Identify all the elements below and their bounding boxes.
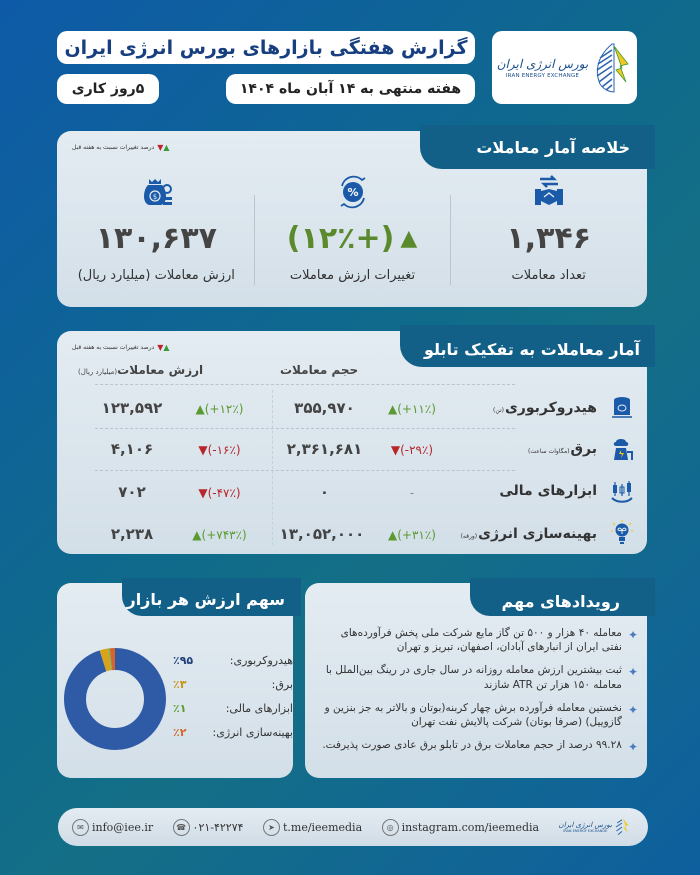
value-change-label: تغییرات ارزش معاملات	[289, 268, 416, 283]
sparkle-icon: ✦	[627, 740, 638, 755]
report-title: گزارش هفتگی بازارهای بورس انرژی ایران	[57, 31, 475, 64]
legend-label: بهینه‌سازی انرژی:	[212, 726, 293, 739]
logo-text-fa: بورس انرژی ایران	[496, 56, 589, 71]
stat-trade-value	[61, 175, 251, 283]
board-unit: (ورقه)	[460, 533, 478, 540]
legend-value: ٪۳	[173, 678, 187, 691]
events-list	[318, 626, 638, 764]
volume-change: -	[409, 486, 415, 500]
telegram-link[interactable]: t.me/ieemedia	[282, 820, 363, 834]
share-donut-chart	[64, 648, 166, 750]
share-legend	[173, 654, 293, 750]
energy-leaf-icon	[614, 815, 630, 839]
board-row-energy-optimization	[57, 516, 647, 554]
column-header-volume: حجم معاملات	[280, 363, 359, 377]
value-value: ۱۲۳,۵۹۲	[101, 399, 163, 417]
divider	[95, 384, 515, 385]
stat-value-change	[258, 175, 448, 283]
board-row-financial-instruments	[57, 474, 647, 512]
legend-value: ٪۲	[173, 726, 187, 739]
trade-count-label: تعداد معاملات	[511, 268, 586, 283]
handshake-icon	[532, 175, 566, 209]
event-item	[318, 626, 638, 654]
stat-trade-count	[454, 175, 644, 283]
value-value: ۷۰۲	[118, 483, 146, 501]
phone-icon: ☎	[173, 819, 190, 836]
volume-value: ۱۳,۰۵۲,۰۰۰	[279, 525, 365, 543]
triangle-up-icon: ▲	[163, 143, 170, 152]
summary-stats	[60, 175, 645, 295]
share-title: سهم ارزش هر بازار	[126, 590, 285, 609]
column-divider	[272, 390, 273, 545]
board-unit: (تن)	[493, 407, 504, 414]
event-text: ثبت بیشترین ارزش معامله روزانه در سال جاری در رینگ بین‌الملل با معامله ۱۵۰ هزار تن ATR شازند	[325, 664, 622, 691]
board-name-label: برق	[570, 441, 597, 457]
volume-value: ۲,۳۶۱,۶۸۱	[286, 440, 363, 458]
footer-telegram[interactable]	[263, 819, 362, 836]
lightbulb-icon	[611, 520, 633, 544]
footer-phone[interactable]	[173, 819, 244, 836]
legend-note-text: درصد تغییرات نسبت به هفته قبل	[72, 144, 155, 151]
legend-item	[173, 678, 293, 691]
trade-count-value: ۱,۳۴۶	[506, 221, 592, 256]
event-text: معامله ۴۰ هزار و ۵۰۰ تن گاز مایع شرکت ملی پخش فرآورده‌های نفتی ایران از انبارهای آبادان، اصفهان، تبریز و تهران	[340, 627, 622, 654]
trade-value-label: ارزش معاملات (میلیارد ریال)	[77, 268, 235, 283]
board-name-label: بهینه‌سازی انرژی	[478, 526, 597, 542]
column-header-value-label: ارزش معاملات	[117, 363, 204, 377]
value-change: ▼(-۴۷٪)	[198, 486, 241, 500]
oil-barrel-icon	[611, 396, 633, 420]
divider	[254, 195, 255, 285]
iee-logo	[492, 31, 637, 104]
legend-item	[173, 654, 293, 667]
value-change: ▲(+۱۲٪)	[195, 402, 244, 416]
money-bag-gear-icon	[139, 175, 173, 209]
column-header-value	[78, 363, 203, 377]
legend-label: هیدروکربوری:	[229, 654, 293, 667]
percent-cycle-icon	[336, 175, 370, 209]
board-name	[499, 483, 597, 499]
svg-text:$: $	[153, 193, 158, 201]
triangle-down-icon: ▼	[157, 343, 164, 352]
volume-change: ▼(-۲۹٪)	[390, 443, 434, 457]
footer-logo-fa: بورس انرژی ایران	[558, 821, 612, 829]
footer-instagram[interactable]	[382, 819, 540, 836]
mail-icon: ✉	[72, 819, 89, 836]
change-legend	[72, 143, 170, 152]
boards-title: آمار معاملات به تفکیک تابلو	[423, 340, 640, 359]
board-row-hydrocarbon	[57, 390, 647, 428]
volume-value: ۳۵۵,۹۷۰	[294, 399, 355, 417]
instagram-link[interactable]: instagram.com/ieemedia	[401, 820, 540, 834]
phone-number[interactable]: ۰۲۱-۴۲۲۷۴	[192, 820, 244, 834]
legend-item	[173, 726, 293, 739]
change-legend	[72, 343, 170, 352]
telegram-icon: ➤	[263, 819, 280, 836]
column-header-value-unit: (میلیارد ریال)	[78, 368, 118, 376]
event-item	[318, 738, 638, 755]
logo-text-en: IRAN ENERGY EXCHANGE	[505, 72, 580, 79]
event-text: نخستین معامله فرآورده برش چهار کربنه(بوتان و بالاتر به جز بنزین و گازوییل) (صرفا بوتان) شرکت پالایش نفت تهران	[324, 701, 622, 728]
footer-logo-en: IRAN ENERGY EXCHANGE	[563, 829, 608, 833]
divider	[450, 195, 451, 285]
value-value: ۲,۲۳۸	[110, 525, 154, 543]
value-change-value	[287, 221, 418, 256]
footer-logo	[559, 815, 630, 839]
legend-item	[173, 702, 293, 715]
triangle-down-icon: ▼	[157, 143, 164, 152]
trade-value-value: ۱۳۰,۶۳۷	[95, 221, 217, 256]
sparkle-icon: ✦	[627, 628, 638, 642]
event-item	[318, 663, 638, 691]
sparkle-icon: ✦	[627, 665, 638, 680]
email-link[interactable]: info@iee.ir	[92, 820, 154, 834]
divider	[95, 428, 515, 429]
legend-label: ابزارهای مالی:	[225, 702, 293, 715]
contact-footer	[58, 808, 648, 846]
legend-value: ٪۹۵	[173, 654, 194, 667]
board-name	[528, 441, 597, 457]
volume-change: ▲(+۳۱٪)	[388, 528, 436, 542]
svg-text:%: %	[347, 186, 359, 199]
event-text: ۹۹.۲۸ درصد از حجم معاملات برق در تابلو برق عادی صورت پذیرفت.	[322, 739, 622, 752]
event-item	[318, 701, 638, 729]
divider	[95, 513, 515, 514]
board-name	[493, 400, 597, 416]
report-date: هفته منتهی به ۱۴ آبان ماه ۱۴۰۴	[226, 74, 475, 104]
legend-note-text: درصد تغییرات نسبت به هفته قبل	[72, 344, 155, 351]
footer-email[interactable]	[72, 819, 153, 836]
power-plant-icon	[611, 437, 633, 461]
sparkle-icon: ✦	[627, 702, 638, 717]
energy-leaf-icon	[592, 42, 632, 94]
board-unit: (مگاوات ساعت)	[528, 448, 570, 455]
summary-title: خلاصه آمار معاملات	[476, 138, 630, 157]
volume-change: ▲(+۱۱٪)	[388, 402, 436, 416]
triangle-up-icon: ▲	[163, 343, 170, 352]
value-change: ▼(-۱۶٪)	[198, 443, 241, 457]
value-change: ▲(+۷۴۳٪)	[192, 528, 247, 542]
board-row-electricity	[57, 431, 647, 469]
instagram-icon: ◎	[382, 819, 399, 836]
working-days-badge: ۵روز کاری	[57, 74, 159, 104]
board-name-label: هیدروکربوری	[504, 400, 597, 416]
legend-label: برق:	[271, 678, 293, 691]
value-change-percent: (+۱۲٪)	[286, 221, 395, 256]
board-name-label: ابزارهای مالی	[499, 483, 597, 499]
triangle-up-icon: ▲	[400, 226, 419, 251]
legend-value: ٪۱	[173, 702, 187, 715]
candlestick-icon	[611, 480, 633, 504]
value-value: ۴,۱۰۶	[110, 440, 154, 458]
divider	[95, 470, 515, 471]
volume-value: ۰	[319, 483, 330, 501]
board-name	[461, 526, 597, 542]
events-title: رویدادهای مهم	[501, 592, 620, 611]
